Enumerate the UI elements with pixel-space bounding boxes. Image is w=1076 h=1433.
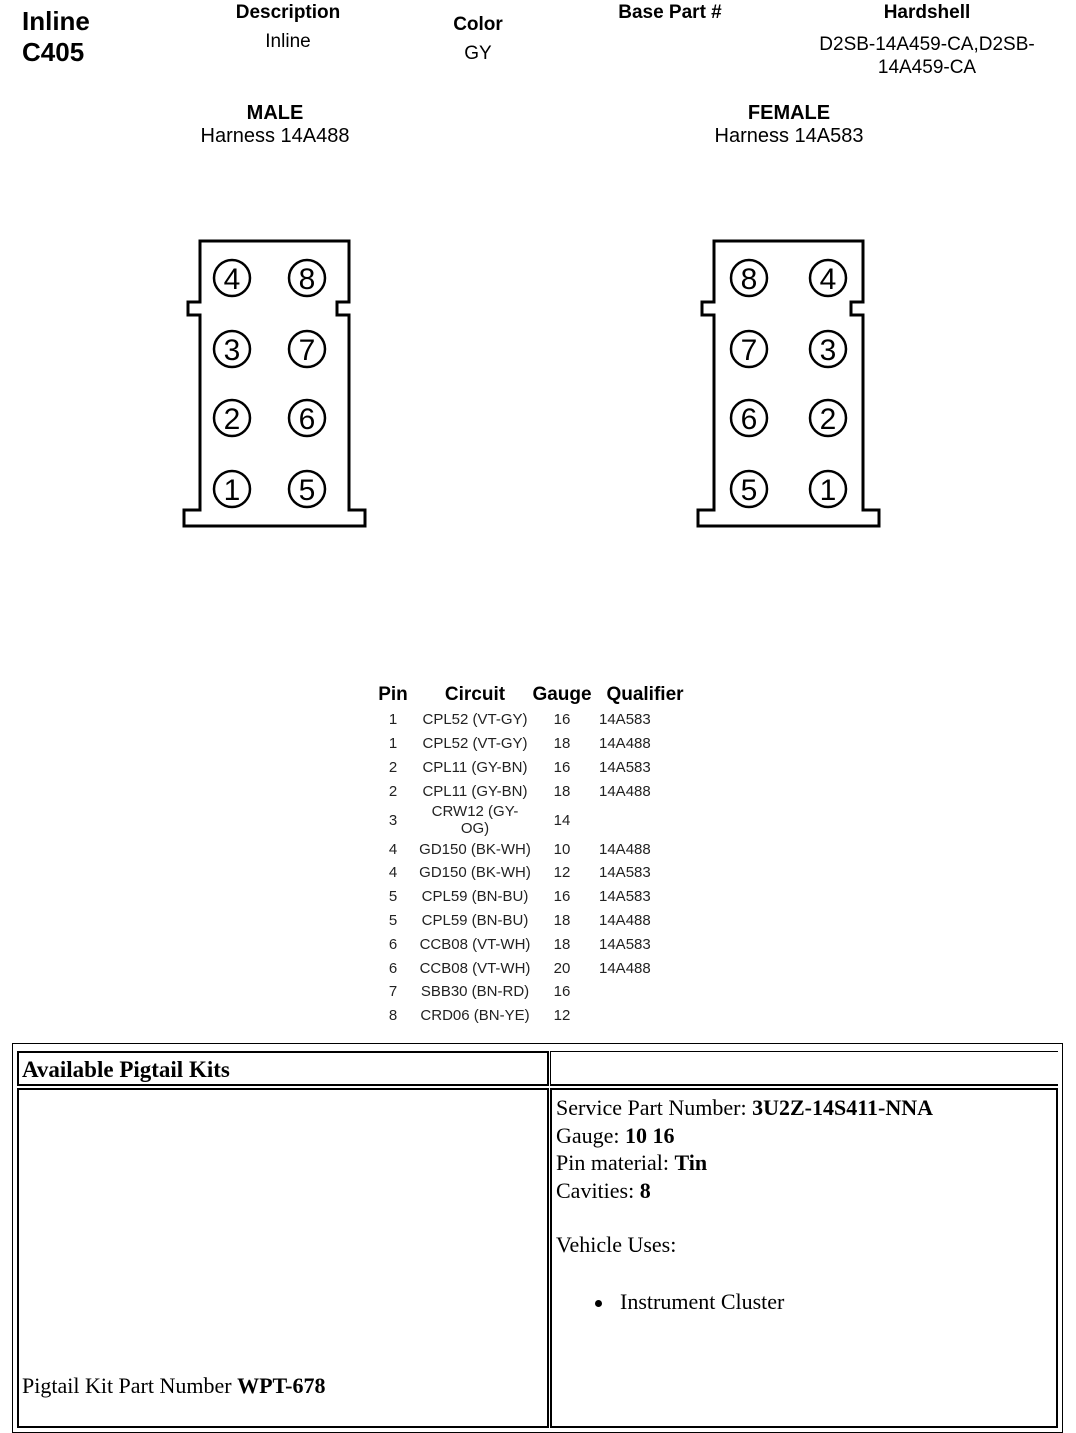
female-pin (731, 471, 767, 507)
female-heading (674, 102, 904, 148)
svg-text:7: 7 (298, 334, 316, 367)
cavities-label: Cavities: (556, 1177, 635, 1203)
pin-cell: 6 (388, 959, 398, 977)
description-block (188, 2, 388, 53)
svg-text:3: 3 (223, 334, 241, 367)
qualifier-cell (593, 1004, 691, 1028)
female-pin (810, 331, 846, 367)
circuit-cell: GD150 (BK-WH) (419, 840, 531, 858)
svg-text:8: 8 (740, 263, 758, 296)
service-part-value: 3U2Z-14S411-NNA (752, 1095, 934, 1120)
circuit-cell: CRW12 (GY-OG) (431, 803, 519, 838)
female-pin (731, 331, 767, 367)
gauge-cell: 16 (553, 711, 571, 729)
table-row (367, 837, 691, 861)
pigtail-details-cell (550, 1088, 1058, 1428)
circuit-cell: GD150 (BK-WH) (419, 864, 531, 882)
circuit-cell: SBB30 (BN-RD) (420, 983, 530, 1001)
qualifier-cell: 14A488 (599, 840, 651, 858)
female-pin (810, 400, 846, 436)
gauge-line (556, 1122, 1052, 1150)
hardshell-value (797, 33, 1057, 79)
pigtail-kits-heading-text: Available Pigtail Kits (22, 1057, 230, 1082)
pin-material-line (556, 1149, 1052, 1177)
pin-cell: 5 (388, 888, 398, 906)
svg-text:1: 1 (819, 474, 837, 507)
base-part-block (590, 2, 750, 24)
connector-title (22, 6, 90, 68)
female-pin (731, 400, 767, 436)
pin-cell: 6 (388, 935, 398, 953)
male-title: MALE (246, 102, 304, 124)
qualifier-cell: 14A583 (599, 935, 651, 953)
female-harness: Harness 14A583 (714, 125, 864, 147)
pin-column-header: Pin (378, 684, 408, 705)
pin-cell: 8 (388, 1007, 398, 1025)
pin-cell: 2 (388, 782, 398, 800)
list-item: Instrument Cluster (580, 1288, 1052, 1316)
gauge-column-header: Gauge (532, 684, 592, 705)
qualifier-cell: 14A583 (599, 758, 651, 776)
title-line-2: C405 (22, 37, 85, 67)
circuit-cell: CPL52 (VT-GY) (422, 735, 528, 753)
table-row (367, 956, 691, 980)
pin-cell: 4 (388, 840, 398, 858)
table-row (367, 732, 691, 756)
table-row (367, 803, 691, 837)
gauge-cell: 18 (553, 935, 571, 953)
table-row (367, 980, 691, 1004)
svg-text:4: 4 (819, 263, 837, 296)
male-connector-diagram (175, 235, 375, 535)
svg-text:2: 2 (223, 403, 241, 436)
circuit-cell: CCB08 (VT-WH) (419, 959, 531, 977)
description-label: Description (235, 2, 341, 23)
service-part-line (556, 1094, 1052, 1122)
female-connector-outline (698, 241, 879, 526)
hardshell-value-line-2: 14A459-CA (877, 57, 977, 78)
gauge-cell: 18 (553, 911, 571, 929)
gauge-cell: 16 (553, 983, 571, 1001)
table-row (367, 1004, 691, 1028)
female-pin (810, 260, 846, 296)
circuit-cell: CPL59 (BN-BU) (421, 911, 529, 929)
female-pin (810, 471, 846, 507)
male-pin (289, 331, 325, 367)
male-harness: Harness 14A488 (200, 125, 350, 147)
male-pin (289, 471, 325, 507)
pin-cell: 2 (388, 758, 398, 776)
qualifier-column-header: Qualifier (606, 684, 684, 705)
table-row (367, 708, 691, 732)
pigtail-kit-part (22, 1372, 326, 1400)
gauge-cell: 12 (553, 1007, 571, 1025)
female-title: FEMALE (747, 102, 831, 124)
qualifier-cell (593, 980, 691, 1004)
gauge-cell: 18 (553, 782, 571, 800)
pin-cell: 5 (388, 911, 398, 929)
gauge-cell: 18 (553, 735, 571, 753)
hardshell-value-line-1: D2SB-14A459-CA,D2SB- (819, 34, 1035, 55)
circuit-cell: CPL11 (GY-BN) (422, 782, 528, 800)
male-pin (214, 471, 250, 507)
color-block (418, 14, 538, 65)
svg-text:5: 5 (298, 474, 316, 507)
qualifier-cell: 14A583 (599, 864, 651, 882)
qualifier-cell: 14A488 (599, 782, 651, 800)
male-pin (214, 400, 250, 436)
qualifier-cell: 14A488 (599, 911, 651, 929)
svg-text:7: 7 (740, 334, 758, 367)
color-value: GY (464, 43, 492, 64)
description-value: Inline (265, 31, 311, 52)
svg-text:4: 4 (223, 263, 241, 296)
hardshell-label: Hardshell (883, 2, 971, 23)
female-pin-group (731, 260, 846, 507)
table-row (367, 756, 691, 780)
pigtail-heading-empty-cell (550, 1051, 1058, 1086)
qualifier-cell: 14A488 (599, 959, 651, 977)
service-part-label: Service Part Number: (556, 1095, 747, 1120)
male-pin-group (214, 260, 325, 507)
qualifier-cell (593, 803, 691, 837)
female-connector-diagram (689, 235, 889, 535)
table-row (367, 885, 691, 909)
hardshell-block (797, 2, 1057, 79)
color-label: Color (453, 14, 503, 35)
male-pin (214, 260, 250, 296)
circuit-cell: CCB08 (VT-WH) (419, 935, 531, 953)
male-pin (289, 260, 325, 296)
cavities-value: 8 (639, 1177, 651, 1203)
cavities-line (556, 1177, 1052, 1205)
pigtail-kit-value: WPT-678 (237, 1373, 326, 1398)
qualifier-cell: 14A583 (599, 888, 651, 906)
base-part-label: Base Part # (618, 2, 722, 23)
pin-cell: 4 (388, 864, 398, 882)
male-pin (289, 400, 325, 436)
table-row (367, 779, 691, 803)
female-pin (731, 260, 767, 296)
gauge-label: Gauge: (556, 1122, 620, 1148)
qualifier-cell: 14A583 (599, 711, 651, 729)
circuit-column-header: Circuit (444, 684, 506, 705)
circuit-cell: CPL11 (GY-BN) (422, 758, 528, 776)
vehicle-uses-list (580, 1288, 1052, 1316)
gauge-cell: 10 (553, 840, 571, 858)
pin-cell: 1 (388, 735, 398, 753)
pin-material-label: Pin material: (556, 1150, 670, 1175)
svg-text:1: 1 (223, 474, 241, 507)
gauge-value: 10 16 (625, 1122, 675, 1148)
pigtail-kit-cell (17, 1088, 549, 1428)
svg-text:3: 3 (819, 334, 837, 367)
gauge-cell: 16 (553, 888, 571, 906)
male-heading (160, 102, 390, 148)
table-row (367, 909, 691, 933)
title-line-1: Inline (22, 6, 90, 36)
circuit-cell: CPL59 (BN-BU) (421, 888, 529, 906)
circuit-cell: CRD06 (BN-YE) (420, 1007, 530, 1025)
qualifier-cell: 14A488 (599, 735, 651, 753)
vehicle-uses-label: Vehicle Uses: (556, 1232, 677, 1257)
circuit-cell: CPL52 (VT-GY) (422, 711, 528, 729)
gauge-cell: 12 (553, 864, 571, 882)
table-header-row (367, 682, 691, 708)
svg-text:8: 8 (298, 263, 316, 296)
pigtail-kits-heading (17, 1051, 549, 1086)
pin-circuit-table (367, 682, 691, 1028)
svg-text:6: 6 (298, 403, 316, 436)
svg-text:5: 5 (740, 474, 758, 507)
pin-cell: 1 (388, 711, 398, 729)
pin-cell: 7 (388, 983, 398, 1001)
table-row (367, 932, 691, 956)
gauge-cell: 14 (553, 811, 571, 829)
male-pin (214, 331, 250, 367)
svg-text:6: 6 (740, 403, 758, 436)
pin-material-value: Tin (674, 1150, 708, 1175)
gauge-cell: 16 (553, 758, 571, 776)
svg-text:2: 2 (819, 403, 837, 436)
male-connector-outline (184, 241, 365, 526)
pin-cell: 3 (388, 811, 398, 829)
table-row (367, 861, 691, 885)
gauge-cell: 20 (553, 959, 571, 977)
pigtail-kit-label: Pigtail Kit Part Number (22, 1373, 232, 1398)
